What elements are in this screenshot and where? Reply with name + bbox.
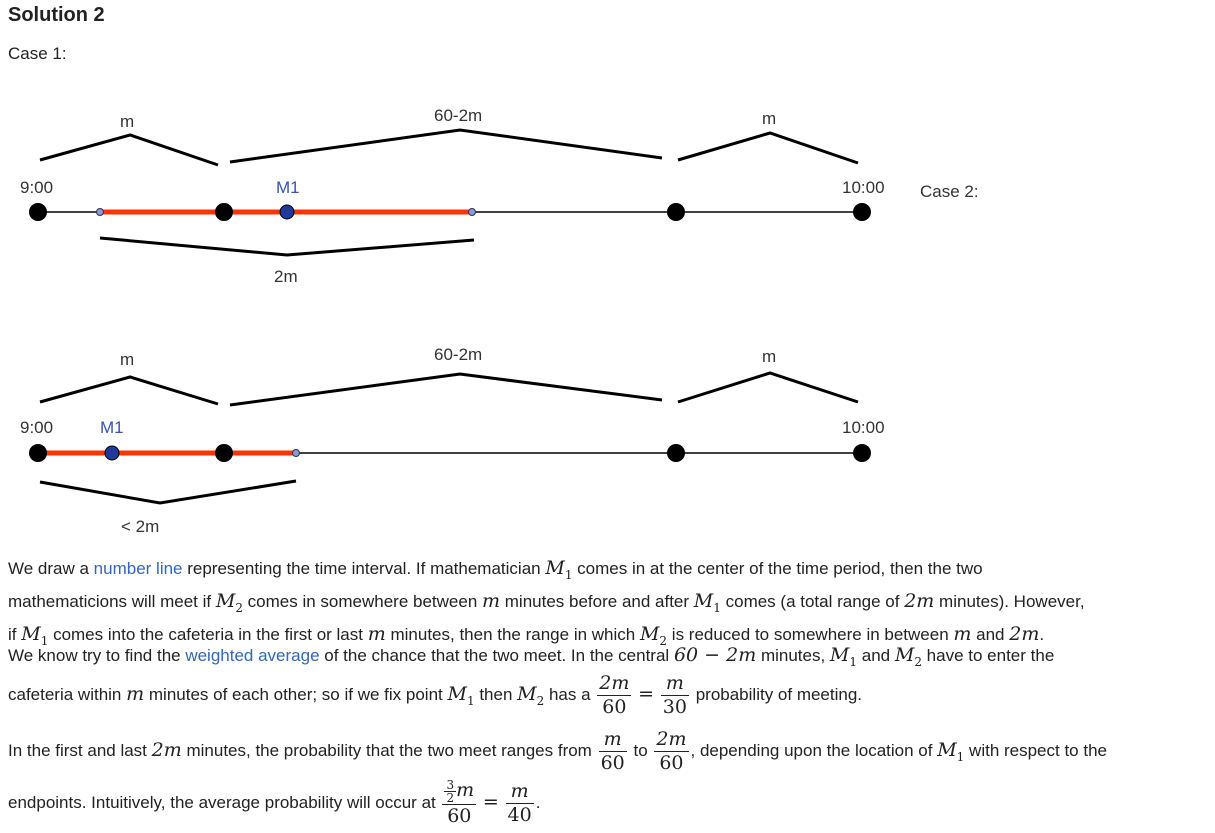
math-2m: 2m (151, 739, 182, 761)
text: with respect to the (964, 741, 1107, 760)
brace-m-left (40, 135, 218, 165)
math-m: m (482, 589, 501, 612)
text: We draw a (8, 559, 94, 578)
math-m: m (126, 683, 145, 705)
bottom-label: < 2m (121, 517, 160, 536)
math-m2: $M_2$ (215, 589, 243, 615)
fraction-3-over-2: $\frac{3}{2}$ (446, 778, 455, 806)
diagram-case-2 (20, 345, 885, 536)
range-end-dot (469, 209, 476, 216)
brace-m-right (678, 133, 858, 163)
top-label-middle: 60-2m (434, 345, 483, 364)
text: endpoints. Intuitively, the average probability will occur at (8, 793, 441, 812)
endpoint-end (853, 203, 871, 221)
text: minutes, (756, 646, 830, 665)
math-60-minus-2m: 60 − 2m (673, 644, 757, 666)
p1-line-2 (8, 588, 1208, 621)
case1-label: Case 1: (8, 44, 67, 63)
text: minutes before and after (500, 591, 694, 611)
point-60-m (667, 203, 685, 221)
point-label-m1: M1 (276, 178, 300, 197)
math-m1: $M_1$ (545, 557, 573, 582)
point-60-m (667, 444, 685, 462)
point-m (215, 203, 233, 221)
text: We know try to find the (8, 646, 186, 665)
time-end: 10:00 (842, 178, 885, 197)
text: comes in at the center of the time period, then the two (572, 559, 983, 578)
text: . (1039, 624, 1045, 644)
text: comes in somewhere between (242, 591, 483, 611)
text: cafeteria within (8, 685, 127, 704)
math-m1: $M_1$ (447, 683, 475, 708)
math-m1: $M_1$ (693, 589, 721, 615)
point-m1 (280, 205, 294, 219)
text: is reduced to somewhere in between (667, 624, 954, 644)
fraction-2m-over-60: $\frac{2m}{60}$ (656, 728, 687, 775)
math-m2: $M_2$ (639, 622, 668, 648)
equals-sign: = (638, 683, 655, 705)
time-start: 9:00 (20, 178, 54, 197)
math-m2: $M_2$ (517, 683, 545, 708)
brace-m-left (40, 377, 218, 404)
math-2m: 2m (904, 589, 935, 612)
brace-bottom (100, 238, 474, 255)
fraction-m-over-30: $\frac{m}{30}$ (662, 672, 687, 719)
text: comes into the cafeteria in the first or last (48, 624, 368, 644)
equals-sign: = (482, 791, 499, 813)
text: and (971, 624, 1010, 644)
text: probability of meeting. (690, 685, 863, 704)
fraction-m-over-40: $\frac{m}{40}$ (507, 780, 532, 827)
point-m (215, 444, 233, 462)
solution-heading: Solution 2 (8, 4, 105, 26)
text: minutes). However, (934, 591, 1085, 611)
bottom-label: 2m (274, 267, 298, 286)
weighted-average-link[interactable]: weighted average (185, 646, 320, 665)
text: minutes, then the range in which (385, 624, 640, 644)
p3-line-2: endpoints. Intuitively, the average probability will occur at $\frac{3}{2}$ m 60 = $\frac{m}{40}$ . (8, 778, 541, 828)
text: to (628, 741, 653, 760)
math-m1: $M_1$ (21, 622, 49, 648)
case2-label: Case 2: (920, 182, 979, 201)
text: if (8, 624, 22, 644)
text: comes (a total range of (720, 591, 905, 611)
diagram-case-1 (20, 106, 885, 286)
text: then (474, 685, 518, 704)
math-m1: $M_1$ (829, 644, 858, 669)
brace-middle (230, 374, 662, 405)
text: representing the time interval. If mathematician (182, 559, 546, 578)
top-label-m-left: m (120, 350, 135, 369)
range-start-dot (97, 209, 104, 216)
text: minutes of each other; so if we fix point (144, 685, 448, 704)
brace-bottom (40, 481, 296, 503)
math-2m: 2m (1009, 622, 1040, 645)
fraction-three-halves-m-over-60: $\frac{3}{2}$ m 60 (442, 779, 476, 828)
text: mathematicions will meet if (8, 591, 216, 611)
text: have to enter the (921, 646, 1055, 665)
brace-m-right (678, 373, 858, 402)
top-label-m-left: m (120, 112, 135, 131)
p2-line-1 (8, 644, 1054, 669)
p1-line-1 (8, 555, 1208, 588)
range-end-dot (293, 450, 300, 457)
endpoint-start (29, 444, 47, 462)
text: of the chance that the two meet. In the central (319, 646, 674, 665)
fraction-2m-over-60: $\frac{2m}{60}$ (599, 672, 630, 719)
text: minutes, the probability that the two meet ranges from (181, 741, 597, 760)
point-label-m1: M1 (100, 418, 124, 437)
endpoint-start (29, 203, 47, 221)
math-m1: $M_1$ (937, 739, 965, 764)
paragraph-1 (8, 555, 1208, 653)
text: has a (544, 685, 596, 704)
top-label-m-right: m (762, 347, 777, 366)
fraction-m-over-60: $\frac{m}{60}$ (600, 728, 625, 775)
time-start: 9:00 (20, 418, 54, 437)
text: In the first and last (8, 741, 152, 760)
p3-line-1 (8, 726, 1107, 781)
math-m: m (367, 622, 386, 645)
text: , depending upon the location of (690, 741, 938, 760)
point-m1 (105, 446, 119, 460)
time-end: 10:00 (842, 418, 885, 437)
top-label-middle: 60-2m (434, 106, 483, 125)
math-m: m (953, 622, 972, 645)
brace-middle (230, 130, 662, 162)
endpoint-end (853, 444, 871, 462)
number-line-link[interactable]: number line (93, 559, 183, 578)
top-label-m-right: m (762, 109, 777, 128)
math-m2: $M_2$ (894, 644, 922, 669)
text: and (857, 646, 895, 665)
p2-line-2 (8, 670, 862, 725)
